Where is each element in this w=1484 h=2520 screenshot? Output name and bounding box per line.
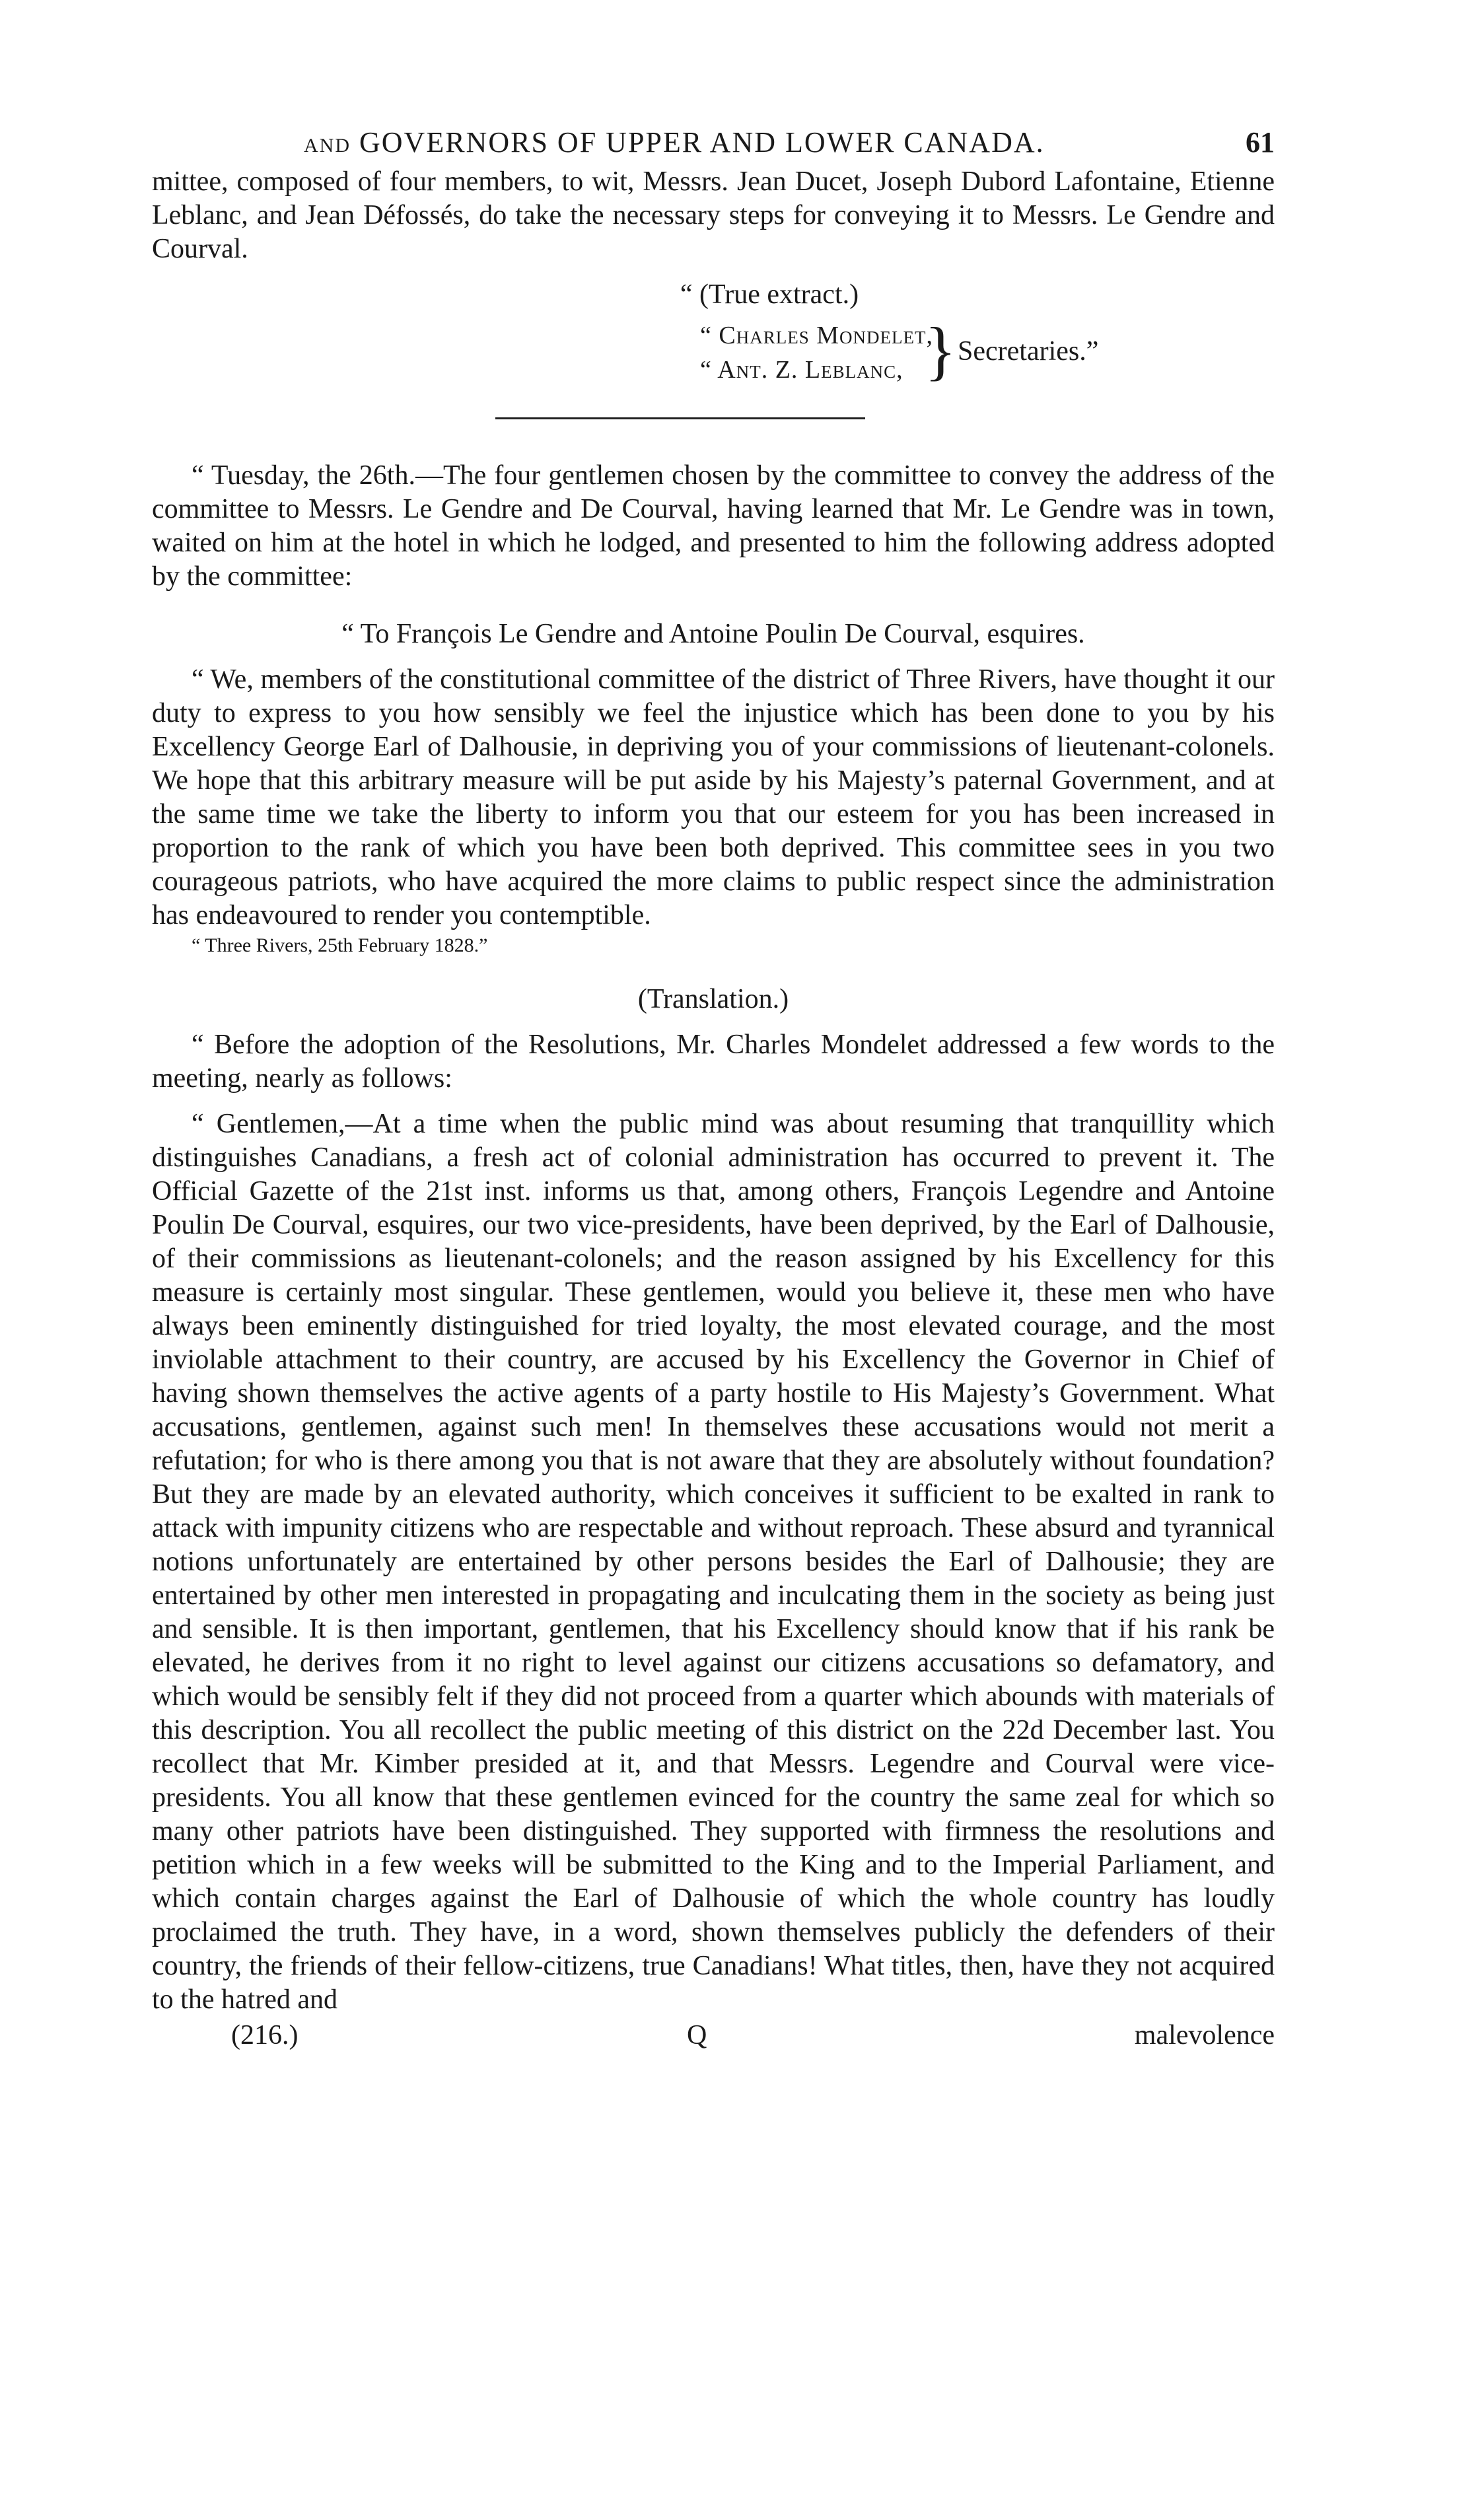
signature-mark: (216.) xyxy=(231,2020,299,2050)
paragraph-before-resolutions: “ Before the adoption of the Resolutions, Mr. Charles Mondelet addressed a few words to the meeting, nearly as follows: xyxy=(152,1030,1275,1094)
section-divider xyxy=(495,417,865,419)
address-heading: “ To François Le Gendre and Antoine Poulin De Courval, esquires. xyxy=(341,619,1085,649)
brace-glyph: } xyxy=(925,314,956,387)
dateline: “ Three Rivers, 25th February 1828.” xyxy=(192,934,488,956)
paragraph-tuesday: “ Tuesday, the 26th.—The four gentlemen chosen by the committee to convey the address of the committee to Messrs. Le Gendre and De Courval, having learned that Mr. Le Gendre was in town, waited on him at the hotel in which he lodged, and presented to him the following address adopted by the committee: xyxy=(152,460,1275,592)
catchword: malevolence xyxy=(1134,2020,1275,2050)
secretaries-label: Secretaries.” xyxy=(958,336,1099,367)
paragraph-speech: “ Gentlemen,—At a time when the public mind was about resuming that tranquillity which distinguishes Canadians, a fresh act of colonial administration has occurred to prevent it. The Official Gazette of the 21st inst. informs us that, among others, François Legendre and Antoine Poulin De Courval, esquires, our two vice-presidents, have been deprived, by the Earl of Dalhousie, of their commissions as lieutenant-colonels; and the reason assigned by his Excellency for this measure is certainly most singular. These gentlemen, would you believe it, these men who have always been eminently distinguished for tried loyalty, the most elevated courage, and the most inviolable attachment to their country, are accused by his Excellency the Governor in Chief of having shown themselves the active agents of a party hostile to His Majesty’s Government. What accusations, gentlemen, against such men! In themselves these accusations would not merit a refutation; for who is there among you that is not aware that they are absolutely without foundation? But they are made by an elevated authority, which conceives it sufficient to be exalted in rank to attack with impunity citizens who are respectable and without reproach. These absurd and tyrannical notions unfortunately are entertained by other persons besides the Earl of Dalhousie; they are entertained by other men interested in propagating and inculcating them in the society as being just and sensible. It is then important, gentlemen, that his Excellency should know that if his rank be elevated, he derives from it no right to level against our citizens accusations so defamatory, and which would be sensibly felt if they did not proceed from a quarter which abounds with materials of this description. You all recollect the public meeting of this district on the 22d December last. You recollect that Mr. Kimber presided at it, and that Messrs. Legendre and Courval were vice-presidents. You all know that these gentlemen evinced for the country the same zeal for which so many other patriots have been distinguished. They supported with firmness the resolutions and petition which in a few weeks will be submitted to the King and to the Imperial Parliament, and which contain charges against the Earl of Dalhousie of which the whole country has loudly proclaimed the truth. They have, in a word, shown themselves publicly the defenders of their country, the friends of their fellow-citizens, true Canadians! What titles, then, have they not acquired to the hatred and xyxy=(152,1109,1275,2015)
paragraph-committee-continuation: mittee, composed of four members, to wit, Messrs. Jean Ducet, Joseph Dubord Lafontaine, Etienne Leblanc, and Jean Défossés, do take the necessary steps for conveying it to Messrs. Le Gendre and Courval. xyxy=(152,166,1275,264)
page-number: 61 xyxy=(1246,126,1275,158)
running-head-prefix: AND xyxy=(304,135,351,157)
signatory-mondelet: “ Charles Mondelet, xyxy=(700,322,933,349)
page-footer xyxy=(152,2019,1275,2059)
running-head-title: GOVERNORS OF UPPER AND LOWER CANADA. xyxy=(359,126,1045,158)
translation-heading: (Translation.) xyxy=(637,984,789,1014)
running-head xyxy=(304,125,1045,159)
document-page xyxy=(152,119,1275,2059)
signature-letter: Q xyxy=(687,2020,707,2050)
signatory-leblanc: “ Ant. Z. Leblanc, xyxy=(700,356,903,384)
true-extract-note: “ (True extract.) xyxy=(680,279,859,310)
paragraph-address: “ We, members of the constitutional committee of the district of Three Rivers, have thought it our duty to express to you how sensibly we feel the injustice which has been done to you by his Excellency George Earl of Dalhousie, in depriving you of your commissions of lieutenant-colonels. We hope that this arbitrary measure will be put aside by his Majesty’s paternal Government, and at the same time we take the liberty to inform you that our esteem for you has been increased in proportion to the rank of which you have been both deprived. This committee sees in you two courageous patriots, who have acquired the more claims to public respect since the administration has endeavoured to render you contemptible. xyxy=(152,664,1275,930)
signature-block xyxy=(152,314,1275,398)
signatory-names xyxy=(700,318,933,387)
page-header xyxy=(152,119,1275,165)
